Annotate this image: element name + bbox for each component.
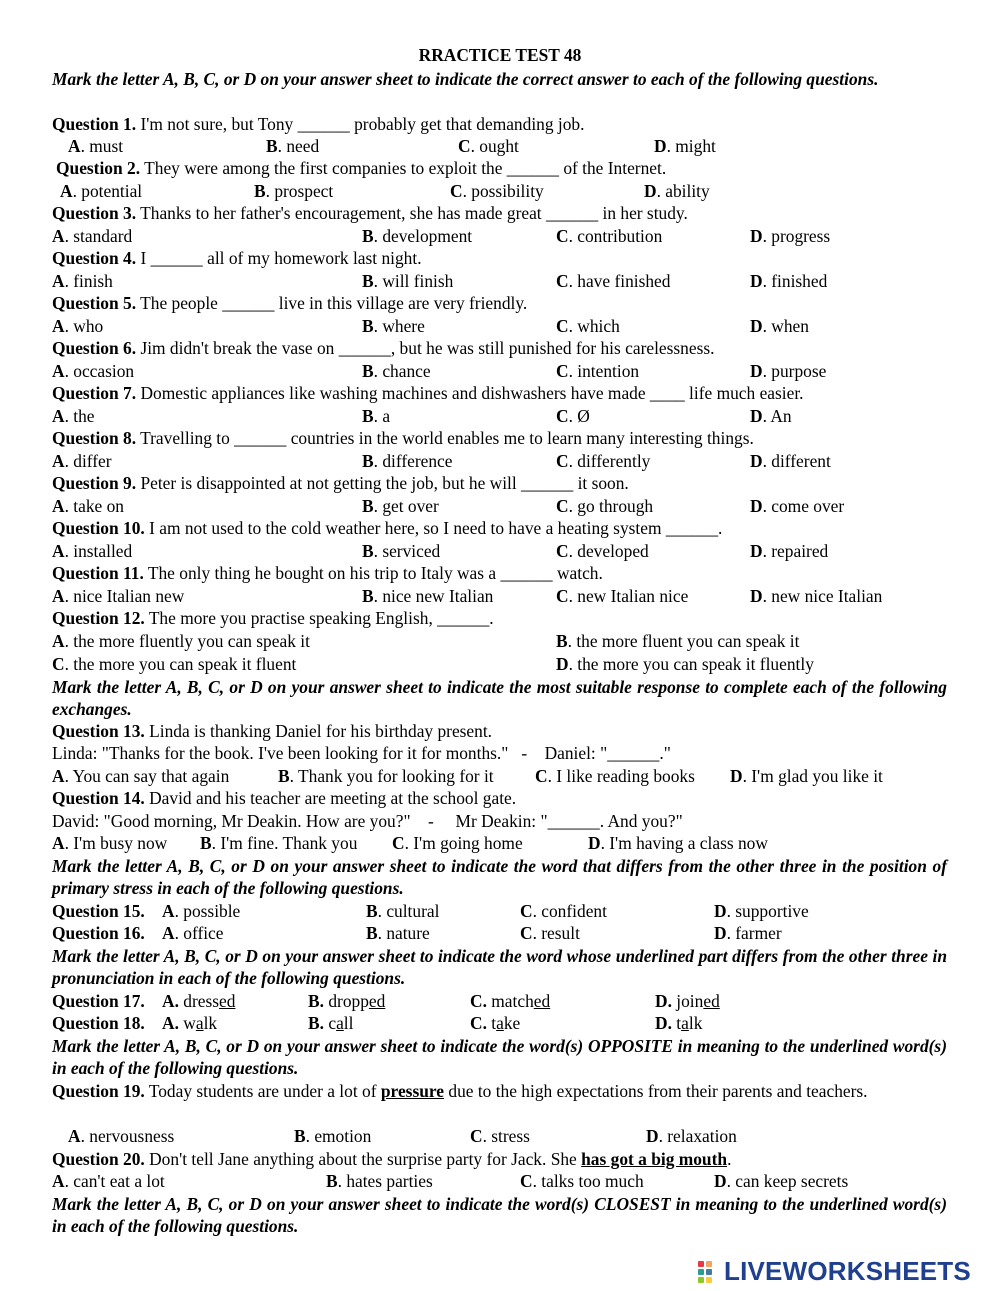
option-a[interactable]: A. can't eat a lot xyxy=(52,1171,165,1191)
option-a[interactable]: A. the more fluently you can speak it xyxy=(52,631,310,651)
option-c[interactable]: C. differently xyxy=(556,451,651,471)
option-c[interactable]: C. talks too much xyxy=(520,1171,644,1191)
question-3: Question 3. Thanks to her father's encouragement, she has made great ______ in her study. xyxy=(52,203,688,223)
underlined-word: pressure xyxy=(380,1081,445,1101)
question-11: Question 11. The only thing he bought on his trip to Italy was a ______ watch. xyxy=(52,563,603,583)
logo-square-4 xyxy=(706,1269,712,1275)
liveworksheets-logo-icon xyxy=(698,1259,720,1283)
option-a[interactable]: A. walk xyxy=(162,1013,218,1033)
question-8: Question 8. Travelling to ______ countries in the world enables me to learn many interesting things. xyxy=(52,428,754,448)
question-6: Question 6. Jim didn't break the vase on ______, but he was still punished for his carelessness. xyxy=(52,338,715,358)
question-2: Question 2. They were among the first companies to exploit the ______ of the Internet. xyxy=(56,158,667,178)
option-b[interactable]: B. emotion xyxy=(294,1126,372,1146)
liveworksheets-logo-text: LIVEWORKSHEETS xyxy=(724,1255,971,1286)
option-b[interactable]: B. a xyxy=(362,406,391,426)
option-b[interactable]: B. nice new Italian xyxy=(362,586,494,606)
option-d[interactable]: D. different xyxy=(750,451,831,471)
option-d[interactable]: D. finished xyxy=(750,271,828,291)
option-a[interactable]: A. must xyxy=(68,136,124,156)
option-d[interactable]: D. farmer xyxy=(714,923,782,943)
option-d[interactable]: D. supportive xyxy=(714,901,809,921)
option-d[interactable]: D. An xyxy=(750,406,792,426)
question-13-dialog: Linda: "Thanks for the book. I've been looking for it for months." - Daniel: "______." xyxy=(52,743,671,763)
option-c[interactable]: C. ought xyxy=(458,136,519,156)
option-a[interactable]: A. dressed xyxy=(162,991,236,1011)
option-b[interactable]: B. will finish xyxy=(362,271,454,291)
option-c[interactable]: C. go through xyxy=(556,496,654,516)
underlined-phrase: has got a big mouth xyxy=(581,1149,728,1169)
option-a[interactable]: A. office xyxy=(162,923,224,943)
option-c[interactable]: C. which xyxy=(556,316,620,336)
option-a[interactable]: A. nice Italian new xyxy=(52,586,185,606)
instruction-3: Mark the letter A, B, C, or D on your answer sheet to indicate the word that differs from the other three in the position of primary stress in each of the following questions. xyxy=(52,856,947,898)
option-b[interactable]: B. the more fluent you can speak it xyxy=(556,631,800,651)
option-d[interactable]: D. the more you can speak it fluently xyxy=(556,654,814,674)
option-d[interactable]: D. talk xyxy=(655,1013,703,1033)
option-c[interactable]: C. take xyxy=(470,1013,521,1033)
question-4: Question 4. I ______ all of my homework last night. xyxy=(52,248,422,268)
option-c[interactable]: C. matched xyxy=(470,991,551,1011)
option-c[interactable]: C. Ø xyxy=(556,406,590,426)
option-c[interactable]: C. contribution xyxy=(556,226,663,246)
worksheet-page: RRACTICE TEST 48 Mark the letter A, B, C, or D on your answer sheet to indicate the correct answer to each of the following questions. Question 1. I'm not sure, but Tony ______ probably get that demanding job. A. must B. need C. ought D. might Question 2. They were among the first companies to exploit the ______ of the Internet. A. potential B. prospect C. possibility D. ability Question 3. Thanks to her father's encouragement, she has made great ______ in her study. A. standard B. development C. contribution D. progress Question 4. I ______ all of my homework last night. A. finish B. will finish C. have finished D. finished Question 5. The people ______ live in this village are very friendly. A. who B. where C. which D. when Question 6. Jim didn't break the vase on ______, but he was still punished for his carelessness. A. occasion B. chance C. intention D. purpose Question 7. Domestic appliances like washing machines and dishwashers have made ____ life much easier. A. the B. a C. Ø D. An Question 8. Travelling to ______ countries in the world enables me to learn many interesting things. A. differ B. difference C. differently D. different Question 9. Peter is disappointed at not getting the job, but he will ______ it soon. A. take on B. get over C. go through D. come over Question 10. I am not used to the cold weather here, so I need to have a heating system ______. A. installed B. serviced C. developed D. repaired Question 11. The only thing he bought on his trip to Italy was a ______ watch. A. nice Italian new B. nice new Italian C. new Italian nice D. new nice Italian Question 12. The more you practise speaking English, ______. A. the more fluently you can speak it B. the more fluent you can speak it C. the more you can speak it fluent D. the more you can speak it fluently Mark the letter A, B, C, or D on your answer sheet to indicate the most suitable response to complete each of the following exchanges. Question 13. Linda is thanking Daniel for his birthday present. Linda: "Thanks for the book. I've been looking for it for months." - Daniel: "______." A. You can say that again B. Thank you for looking for it C. I like reading books D. I'm glad you like it Question 14. David and his teacher are meeting at the school gate. David: "Good morning, Mr Deakin. How are you?" - Mr Deakin: "______. And you?" A. I'm busy now B. I'm fine. Thank you C. I'm going home D. I'm having a class now Mark the letter A, B, C, or D on your answer sheet to indicate the word that differs from the other three in the position of primary stress in each of the following questions. Question 15. A. possible B. cultural C. confident D. supportive Question 16. A. office B. nature C. result D. farmer Mark the letter A, B, C, or D on your answer sheet to indicate the word whose underlined part differs from the other three in pronunciation in each of the following questions. Question 17. A. dressed B. dropped C. matched D. joined Question 18. A. walk B. call C. take D. talk Mark the letter A, B, C, or D on your answer sheet to indicate the word(s) OPPOSITE in meaning to the underlined word(s) in each of the following questions. Question 19. Today students are under a lot of pressure due to the high expectations from their parents and teachers. A. nervousness B. emotion C. stress D. relaxation Question 20. Don't tell Jane anything about the surprise party for Jack. She has got a big mouth. A. can't eat a lot B. hates parties C. talks too much D. can keep secrets Mark the letter A, B, C, or D on your answer sheet to indicate the word(s) CLOSEST in meaning to the underlined word(s) in each of the following questions. LIVEWORKSHEETS xyxy=(0,0,1000,1291)
question-5: Question 5. The people ______ live in this village are very friendly. xyxy=(52,293,528,313)
page-title: RRACTICE TEST 48 xyxy=(418,45,582,65)
option-c[interactable]: C. possibility xyxy=(450,181,544,201)
option-b[interactable]: B. cultural xyxy=(366,901,440,921)
option-a[interactable]: A. I'm busy now xyxy=(52,833,168,853)
option-a[interactable]: A. potential xyxy=(60,181,143,201)
option-c[interactable]: C. developed xyxy=(556,541,649,561)
liveworksheets-logo[interactable] xyxy=(698,1256,971,1286)
option-b[interactable]: B. development xyxy=(362,226,473,246)
option-c[interactable]: C. confident xyxy=(520,901,607,921)
option-d[interactable]: D. joined xyxy=(655,991,720,1011)
question-19: Question 19. Today students are under a lot of pressure due to the high expectations from their parents and teachers. xyxy=(52,1081,868,1101)
option-a[interactable]: A. take on xyxy=(52,496,124,516)
question-14: Question 14. David and his teacher are meeting at the school gate. xyxy=(52,788,517,808)
option-d[interactable]: D. when xyxy=(750,316,809,336)
logo-square-3 xyxy=(698,1269,704,1275)
option-b[interactable]: B. where xyxy=(362,316,425,336)
option-b[interactable]: B. prospect xyxy=(254,181,334,201)
option-b[interactable]: B. I'm fine. Thank you xyxy=(200,833,358,853)
option-a[interactable]: A. who xyxy=(52,316,104,336)
option-d[interactable]: D. ability xyxy=(644,181,710,201)
question-20: Question 20. Don't tell Jane anything about the surprise party for Jack. She has got a big mouth. xyxy=(52,1149,732,1169)
option-a[interactable]: A. You can say that again xyxy=(52,766,230,786)
option-a[interactable]: A. occasion xyxy=(52,361,135,381)
option-a[interactable]: A. standard xyxy=(52,226,133,246)
option-b[interactable]: B. Thank you for looking for it xyxy=(278,766,494,786)
option-c[interactable]: C. I like reading books xyxy=(535,766,695,786)
option-b[interactable]: B. need xyxy=(266,136,320,156)
instruction-1: Mark the letter A, B, C, or D on your answer sheet to indicate the correct answer to each of the following questions. xyxy=(52,69,879,89)
option-a[interactable]: A. finish xyxy=(52,271,113,291)
question-1: Question 1. I'm not sure, but Tony ______ probably get that demanding job. xyxy=(52,114,585,134)
option-d[interactable]: D. might xyxy=(654,136,716,156)
option-d[interactable]: D. new nice Italian xyxy=(750,586,883,606)
option-d[interactable]: D. come over xyxy=(750,496,845,516)
option-a[interactable]: A. possible xyxy=(162,901,241,921)
option-d[interactable]: D. purpose xyxy=(750,361,827,381)
option-b[interactable]: B. hates parties xyxy=(326,1171,433,1191)
option-b[interactable]: B. dropped xyxy=(308,991,386,1011)
question-7: Question 7. Domestic appliances like washing machines and dishwashers have made ____ life much easier. xyxy=(52,383,804,403)
option-c[interactable]: C. stress xyxy=(470,1126,530,1146)
option-d[interactable]: D. I'm glad you like it xyxy=(730,766,883,786)
option-b[interactable]: B. get over xyxy=(362,496,439,516)
logo-square-6 xyxy=(706,1277,712,1283)
question-14-dialog: David: "Good morning, Mr Deakin. How are you?" - Mr Deakin: "______. And you?" xyxy=(52,811,683,831)
option-d[interactable]: D. relaxation xyxy=(646,1126,737,1146)
option-a[interactable]: A. nervousness xyxy=(68,1126,175,1146)
option-b[interactable]: B. nature xyxy=(366,923,430,943)
logo-square-2 xyxy=(706,1261,712,1267)
option-b[interactable]: B. serviced xyxy=(362,541,441,561)
option-a[interactable]: A. the xyxy=(52,406,95,426)
option-d[interactable]: D. repaired xyxy=(750,541,829,561)
option-c[interactable]: C. intention xyxy=(556,361,640,381)
option-c[interactable]: C. new Italian nice xyxy=(556,586,689,606)
option-c[interactable]: C. have finished xyxy=(556,271,671,291)
question-9: Question 9. Peter is disappointed at not getting the job, but he will ______ it soon. xyxy=(52,473,629,493)
question-12: Question 12. The more you practise speaking English, ______. xyxy=(52,608,494,628)
option-b[interactable]: B. call xyxy=(308,1013,354,1033)
logo-square-5 xyxy=(698,1277,704,1283)
option-b[interactable]: B. difference xyxy=(362,451,453,471)
instruction-6: Mark the letter A, B, C, or D on your answer sheet to indicate the word(s) CLOSEST in meaning to the underlined word(s) in each of the following questions. xyxy=(52,1194,947,1236)
option-c[interactable]: C. result xyxy=(520,923,580,943)
option-c[interactable]: C. I'm going home xyxy=(392,833,523,853)
question-13: Question 13. Linda is thanking Daniel for his birthday present. xyxy=(52,721,493,741)
option-d[interactable]: D. can keep secrets xyxy=(714,1171,849,1191)
logo-square-1 xyxy=(698,1261,704,1267)
option-c[interactable]: C. the more you can speak it fluent xyxy=(52,654,297,674)
option-d[interactable]: D. progress xyxy=(750,226,831,246)
instruction-2: Mark the letter A, B, C, or D on your answer sheet to indicate the most suitable response to complete each of the following exchanges. xyxy=(52,677,947,719)
instruction-4: Mark the letter A, B, C, or D on your answer sheet to indicate the word whose underlined part differs from the other three in pronunciation in each of the following questions. xyxy=(52,946,947,988)
option-a[interactable]: A. installed xyxy=(52,541,133,561)
option-d[interactable]: D. I'm having a class now xyxy=(588,833,768,853)
instruction-5: Mark the letter A, B, C, or D on your answer sheet to indicate the word(s) OPPOSITE in meaning to the underlined word(s) in each of the following questions. xyxy=(52,1036,947,1078)
option-a[interactable]: A. differ xyxy=(52,451,112,471)
option-b[interactable]: B. chance xyxy=(362,361,431,381)
question-10: Question 10. I am not used to the cold weather here, so I need to have a heating system ______. xyxy=(52,518,723,538)
